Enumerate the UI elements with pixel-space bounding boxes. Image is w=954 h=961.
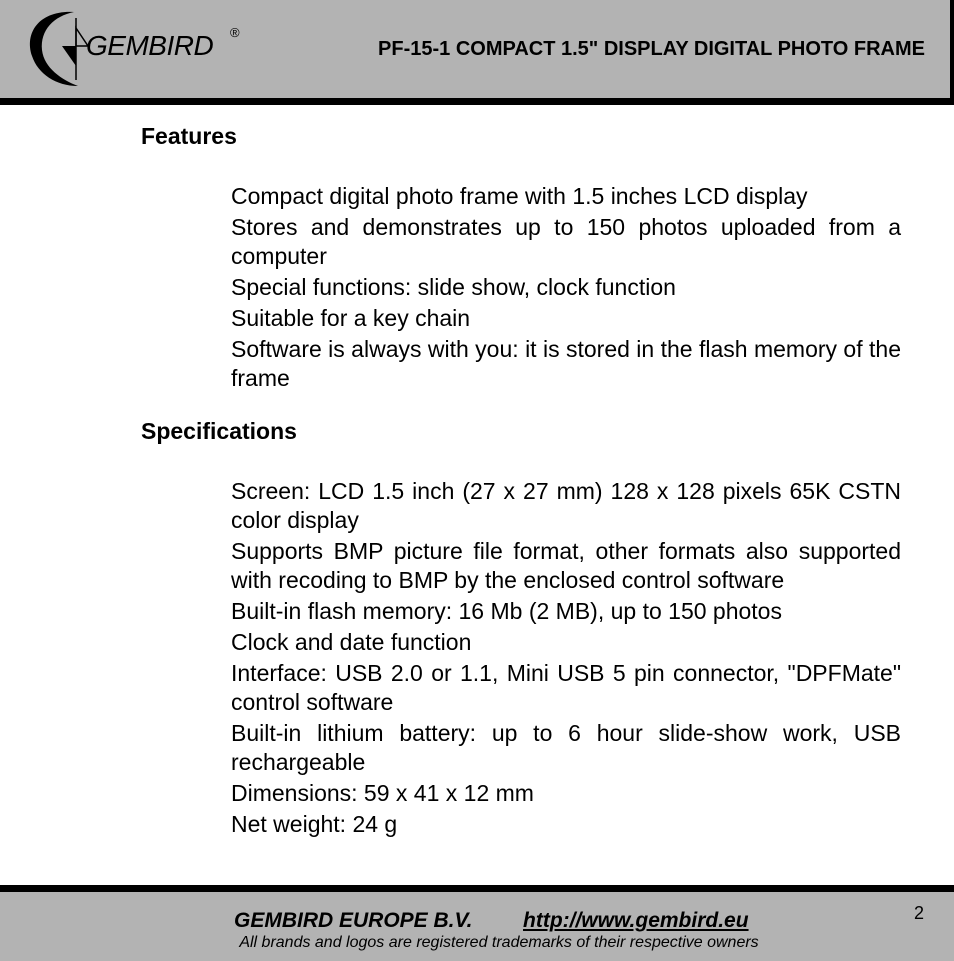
page-header [0, 0, 954, 105]
list-item: Suitable for a key chain [231, 305, 471, 331]
gembird-logo [22, 6, 262, 92]
logo-text: GEMBIRD [86, 30, 214, 61]
list-item: Supports BMP picture file format, other formats also supported with recoding to BMP by the enclosed control software [231, 538, 901, 593]
list-item: Clock and date function [231, 629, 472, 655]
specifications-list [231, 477, 901, 841]
list-item: Net weight: 24 g [231, 811, 398, 837]
specifications-heading: Specifications [141, 418, 297, 444]
trademark-note: All brands and logos are registered trademarks of their respective owners [239, 934, 759, 951]
page-footer [0, 885, 954, 961]
list-item: Screen: LCD 1.5 inch (27 x 27 mm) 128 x 128 pixels 65K CSTN color display [231, 478, 901, 533]
document-title: PF-15-1 COMPACT 1.5" DISPLAY DIGITAL PHOTO FRAME [378, 38, 925, 60]
page-number: 2 [913, 903, 924, 923]
list-item: Software is always with you: it is stored in the flash memory of the frame [231, 336, 901, 391]
features-list [231, 182, 901, 395]
list-item: Built-in lithium battery: up to 6 hour slide-show work, USB rechargeable [231, 720, 901, 775]
features-heading: Features [141, 123, 237, 149]
list-item: Interface: USB 2.0 or 1.1, Mini USB 5 pin connector, "DPFMate" control software [231, 660, 901, 715]
company-name: GEMBIRD EUROPE B.V. [234, 909, 473, 932]
list-item: Compact digital photo frame with 1.5 inches LCD display [231, 183, 808, 209]
registered-mark: ® [230, 25, 240, 40]
list-item: Built-in flash memory: 16 Mb (2 MB), up to 150 photos [231, 598, 782, 624]
list-item: Dimensions: 59 x 41 x 12 mm [231, 780, 534, 806]
list-item: Stores and demonstrates up to 150 photos uploaded from a computer [231, 214, 901, 269]
website-link[interactable]: http://www.gembird.eu [523, 909, 749, 932]
list-item: Special functions: slide show, clock function [231, 274, 676, 300]
